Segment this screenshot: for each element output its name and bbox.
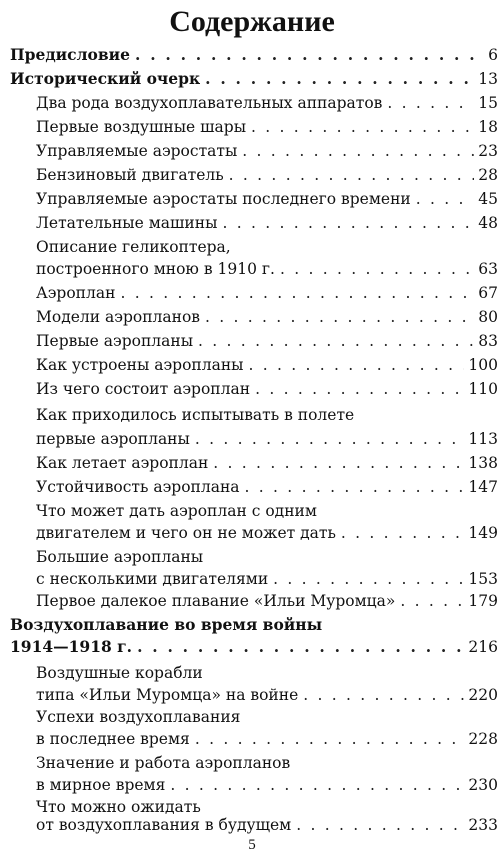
page-number-footer: 5 (248, 837, 256, 853)
toc-entry-title: Как летает аэроплан (36, 454, 209, 472)
toc-entry (0, 522, 504, 544)
leader-dots (135, 44, 484, 66)
toc-entry-title: Значение и работа аэропланов (36, 754, 291, 772)
toc-entry-title: Два рода воздухоплавательных аппаратов (36, 94, 383, 112)
toc-page-number: 220 (468, 686, 498, 704)
toc-entry-title: Большие аэропланы (36, 548, 204, 566)
toc-entry (0, 378, 504, 400)
toc-entry (0, 306, 504, 328)
toc-entry-title: Управляемые аэростаты последнего времени (36, 190, 411, 208)
toc-entry-title: Успехи воздухоплавания (36, 708, 241, 726)
toc-entry (0, 140, 504, 162)
toc-entry-title-cont: в последнее время (36, 730, 190, 748)
toc-entry-title: Что можно ожидать (36, 798, 201, 816)
toc-entry-title: Как устроены аэропланы (36, 356, 244, 374)
leader-dots (416, 188, 475, 210)
toc-entry-title-cont: построенного мною в 1910 г. (36, 260, 275, 278)
toc-page-number: 216 (468, 638, 498, 656)
leader-dots (222, 212, 474, 234)
leader-dots (400, 590, 464, 612)
toc-entry (0, 164, 504, 186)
toc-entry-title: Управляемые аэростаты (36, 142, 238, 160)
toc-entry-title: Первые воздушные шары (36, 118, 247, 136)
toc-page-number: 45 (478, 190, 498, 208)
toc-entry-line (0, 706, 504, 728)
leader-dots (251, 116, 474, 138)
leader-dots (296, 814, 464, 836)
toc-page-number: 18 (478, 118, 498, 136)
toc-entry-title: Модели аэропланов (36, 308, 201, 326)
toc-entry (0, 282, 504, 304)
toc-entry-title: Из чего состоит аэроплан (36, 380, 251, 398)
toc-entry-line (0, 500, 504, 522)
toc-entry-line (0, 546, 504, 568)
toc-entry-title: Как приходилось испытывать в полете (36, 406, 355, 424)
toc-page-number: 230 (468, 776, 498, 794)
toc-entry (0, 814, 504, 836)
leader-dots (245, 476, 465, 498)
toc-page-number: 147 (468, 478, 498, 496)
toc-entry (0, 728, 504, 750)
toc-page-number: 100 (468, 356, 498, 374)
toc-entry (0, 452, 504, 474)
toc-entry (0, 212, 504, 234)
toc-entry (0, 354, 504, 376)
toc-page-number: 138 (468, 454, 498, 472)
toc-page-number: 153 (468, 570, 498, 588)
toc-entry-title-cont: в мирное время (36, 776, 166, 794)
leader-dots (195, 428, 465, 450)
leader-dots (213, 452, 464, 474)
toc-entry-line (0, 752, 504, 774)
toc-entry (0, 44, 504, 66)
toc-entry-title: Воздухоплавание во время войны (10, 615, 323, 634)
toc-entry-title: Летательные машины (36, 214, 218, 232)
toc-entry-title: Описание геликоптера, (36, 238, 231, 256)
toc-page-number: 28 (478, 166, 498, 184)
leader-dots (229, 164, 475, 186)
toc-entry-title-cont: первые аэропланы (36, 430, 190, 448)
leader-dots (137, 636, 464, 658)
toc-entry-title-cont: 1914—1918 г. (10, 637, 133, 656)
toc-page-number: 63 (478, 260, 498, 278)
leader-dots (255, 378, 464, 400)
toc-page-number: 83 (478, 332, 498, 350)
leader-dots (303, 684, 464, 706)
leader-dots (205, 306, 474, 328)
leader-dots (120, 282, 474, 304)
toc-page-number: 179 (468, 592, 498, 610)
toc-page-number: 48 (478, 214, 498, 232)
leader-dots (341, 522, 464, 544)
toc-page-number: 15 (478, 94, 498, 112)
toc-page-number: 113 (468, 430, 498, 448)
toc-entry-title: Устойчивость аэроплана (36, 478, 240, 496)
toc-entry-line (0, 614, 504, 636)
toc-entry-title: Первое далекое плавание «Ильи Муромца» (36, 592, 396, 610)
leader-dots (249, 354, 465, 376)
toc-entry-line (0, 404, 504, 426)
toc-entry (0, 684, 504, 706)
toc-entry (0, 774, 504, 796)
toc-entry (0, 92, 504, 114)
leader-dots (198, 330, 474, 352)
toc-page-number: 233 (468, 816, 498, 834)
toc-entry (0, 428, 504, 450)
toc-entry-title: Предисловие (10, 45, 130, 64)
leader-dots (242, 140, 474, 162)
toc-entry-title-cont: двигателем и чего он не может дать (36, 524, 336, 542)
leader-dots (170, 774, 464, 796)
leader-dots (273, 568, 464, 590)
toc-entry-title-cont: типа «Ильи Муромца» на войне (36, 686, 299, 704)
toc-page-number: 80 (478, 308, 498, 326)
toc-entry (0, 258, 504, 280)
leader-dots (387, 92, 474, 114)
leader-dots (205, 68, 474, 90)
toc-entry-title: Аэроплан (36, 284, 116, 302)
toc-entry (0, 68, 504, 90)
toc-entry (0, 188, 504, 210)
toc-entry-title: Бензиновый двигатель (36, 166, 224, 184)
toc-page-number: 67 (478, 284, 498, 302)
toc-page-number: 13 (478, 70, 498, 88)
toc-entry (0, 636, 504, 658)
toc-page-number: 6 (488, 46, 498, 64)
toc-page-number: 23 (478, 142, 498, 160)
toc-entry (0, 568, 504, 590)
toc-entry-title: Первые аэропланы (36, 332, 194, 350)
toc-entry-title-cont: с несколькими двигателями (36, 570, 269, 588)
toc-page-number: 110 (468, 380, 498, 398)
toc-entry-line (0, 236, 504, 258)
page-title: Содержание (169, 5, 335, 38)
toc-entry-title: Что может дать аэроплан с одним (36, 502, 317, 520)
toc-entry-line (0, 662, 504, 684)
toc-entry (0, 116, 504, 138)
toc-entry-title: Исторический очерк (10, 69, 201, 88)
leader-dots (280, 258, 474, 280)
toc-page-number: 228 (468, 730, 498, 748)
leader-dots (195, 728, 465, 750)
toc-entry-title: Воздушные корабли (36, 664, 203, 682)
toc-page-number: 149 (468, 524, 498, 542)
toc-entry (0, 330, 504, 352)
toc-entry (0, 590, 504, 612)
toc-entry (0, 476, 504, 498)
toc-entry-title-cont: от воздухоплавания в будущем (36, 816, 292, 834)
